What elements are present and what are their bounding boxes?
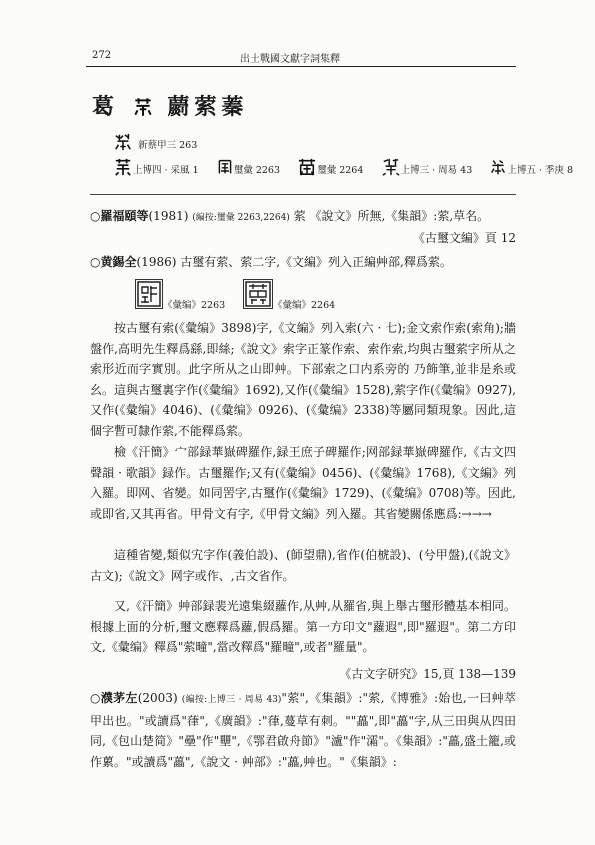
commentary-paragraph: 這種省變,類似宄字作(義伯設)、(師望鼎),省作(伯椃設)、(兮甲盤),(《說文》古文);《說文》网字或作、,古文省作。 [90, 548, 516, 583]
bamboo-glyph-icon [114, 157, 132, 177]
seal-source: 《彙编》2264 [273, 300, 336, 311]
form-source: 璽彙 2263 [233, 165, 281, 176]
bamboo-glyph-icon [114, 132, 132, 152]
commentary-paragraph: 檢《汗簡》宀部録華嶽碑羅作,録王庶子碑羅作;网部録華嶽碑羅作,《古文四聲韻 · 歌韻》録作。古璽羅作;又有(《彙编》0456)、(《彙编》1768),《文編》列入羅。即网、省變。如同罟字,古璽作(《彙编》1729)、(《彙编》0708)等。因此,或即省,又其再省。甲骨文有字,《甲骨文編》列入羅。其省變關係應爲:→→→ [90, 445, 516, 521]
commentary-year: (2003) [137, 691, 178, 705]
commentary-text: 古璽有萦、萦二字,《文編》列入正編艸部,釋爲萦。 [180, 255, 452, 269]
page-number: 272 [92, 50, 112, 61]
commentary-author: 黄錫全 [100, 255, 137, 269]
bamboo-glyph-icon [490, 157, 506, 177]
commentary-text: 萦 《說文》所無,《集韻》:萦,草名。 [293, 209, 490, 223]
form-row-1 [114, 132, 197, 152]
seal-source: 《彙编》2263 [163, 300, 226, 311]
seal-glyph-icon [217, 157, 233, 177]
entry-headword: 葛 [92, 94, 120, 120]
form-source: 上博三 · 周易 43 [400, 165, 473, 176]
form-row-2 [114, 157, 573, 177]
commentary-author: 羅福頤等 [100, 209, 149, 223]
commentary-paragraph: 按古璽有索(《彙编》3898)字,《文編》列入索(六 · 七);金文索作索(索角);牆盤作,高明先生釋爲繇,即絲;《說文》索字正篆作索、索作索,均與古璽萦字所从之索形近而字實別。此字所从之山即艸。下部索之口内系旁的 乃飾筆,並非是糸或幺。這與古璽裏字作(《彙编》1692),又作(《彙编》1528),萦字作(《彙编》0927),又作(《彙编》4046)、(《彙编》0926)、(《彙编》2338)等屬同類現象。因此,這個字暫可隸作萦,不能釋爲萦。 [90, 321, 516, 438]
entry-variants: 蘮萦蓁 [167, 94, 249, 120]
commentary-citation: 《古璽文編》頁 12 [412, 231, 516, 245]
commentary-paragraph: 又,《汗簡》艸部録裴光遠集綴蘿作,从艸,从羅省,與上舉古璽形體基本相同。根據上面的分析,璽文應釋爲蘿,假爲羅。第一方印文"蘿遐",即"羅遐"。第二方印文,《彙编》釋爲"萦疃",當改釋爲"羅疃",或者"羅量"。 [90, 599, 516, 654]
form-source: 上博五 · 季庚 8 [507, 165, 574, 176]
seal-script-glyph-icon [132, 96, 154, 118]
entry-title [92, 90, 248, 121]
bamboo-glyph-icon [382, 157, 400, 177]
seal-glyph-icon [298, 157, 316, 177]
commentary-author: 濮茅左 [100, 691, 138, 705]
bullet-circle-icon: ○ [90, 691, 101, 705]
editor-note: (編按:璽彙 2263,2264) [192, 213, 290, 223]
header-rule [86, 66, 516, 67]
commentary-1 [90, 206, 489, 228]
commentary-2 [90, 252, 452, 272]
commentary-year: (1981) [148, 209, 189, 223]
commentary-3 [90, 688, 516, 772]
commentary-citation: 《古文字研究》15,頁 138—139 [339, 667, 516, 681]
commentary-text: "萦",《集韻》:"萦,《博雅》:始也,一曰艸萃甲出也。"或讀爲"葎",《廣韻》:"葎,蔓草有刺。""藟",即"藟"字,从三田與从四田同,《包山楚简》"壘"作"壨",《鄂君啟舟節》"瀘"作"灀"。《集韻》:"藟,盛土籠,或作蔂。"或讀爲"藟",《說文 · 艸部》:"藟,艸也。"《集韻》: [90, 691, 516, 769]
form-source: 璽彙 2264 [317, 165, 364, 176]
bullet-circle-icon: ○ [90, 209, 101, 223]
form-source: 上博四 · 采風 1 [133, 165, 199, 176]
form-source: 新蔡甲三 263 [138, 140, 198, 151]
editor-note: (編按:上博三 · 周易 43) [181, 695, 282, 705]
commentary-year: (1986) [136, 255, 177, 269]
running-title: 出土戰國文獻字詞集釋 [240, 54, 340, 65]
seal-impression-image [135, 279, 163, 309]
seal-impression-image [243, 279, 273, 309]
bullet-circle-icon: ○ [90, 255, 101, 269]
section-rule [90, 194, 516, 195]
